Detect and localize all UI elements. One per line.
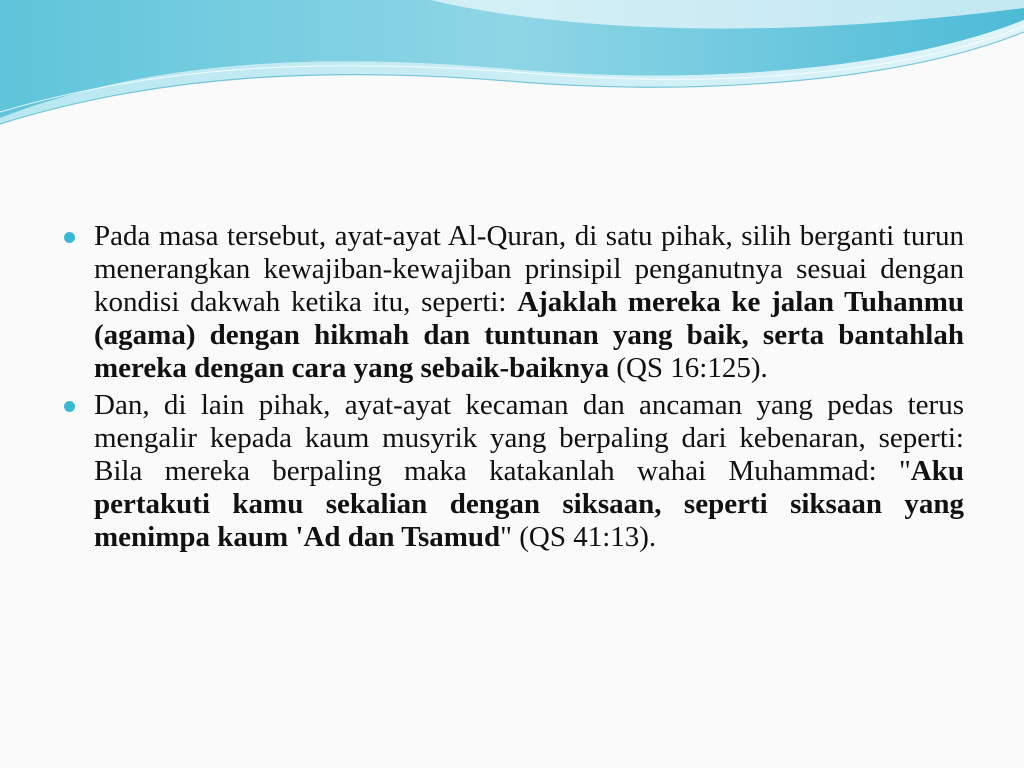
- bullet-1-text: Pada masa tersebut, ayat-ayat Al-Quran, di satu pihak, silih berganti turun menerangkan kewajiban-kewajiban prinsipil penganutnya sesuai dengan kondisi dakwah ketika itu, seperti:: [94, 220, 964, 318]
- bullet-dot-icon: [64, 232, 75, 243]
- bullet-2-quote: Aku pertakuti kamu sekalian dengan siksaan, seperti siksaan yang menimpa kaum 'Ad dan Tsamud: [94, 455, 964, 553]
- bullet-item-1: [62, 220, 964, 385]
- content-area: [62, 220, 964, 558]
- bullet-1-quote: Ajaklah mereka ke jalan Tuhanmu (agama) dengan hikmah dan tuntunan yang baik, serta bantahlah mereka dengan cara yang sebaik-baiknya: [94, 286, 964, 384]
- header-wave-decoration: [0, 0, 1024, 125]
- bullet-1-citation: (QS 16:125).: [609, 352, 768, 384]
- bullet-2-text: Dan, di lain pihak, ayat-ayat kecaman dan ancaman yang pedas terus mengalir kepada kaum musyrik yang berpaling dari kebenaran, seperti: Bila mereka berpaling maka katakanlah wahai Muhammad: ": [94, 389, 964, 487]
- bullet-2-citation: " (QS 41:13).: [500, 521, 657, 553]
- bullet-item-2: [62, 389, 964, 554]
- bullet-dot-icon: [64, 401, 75, 412]
